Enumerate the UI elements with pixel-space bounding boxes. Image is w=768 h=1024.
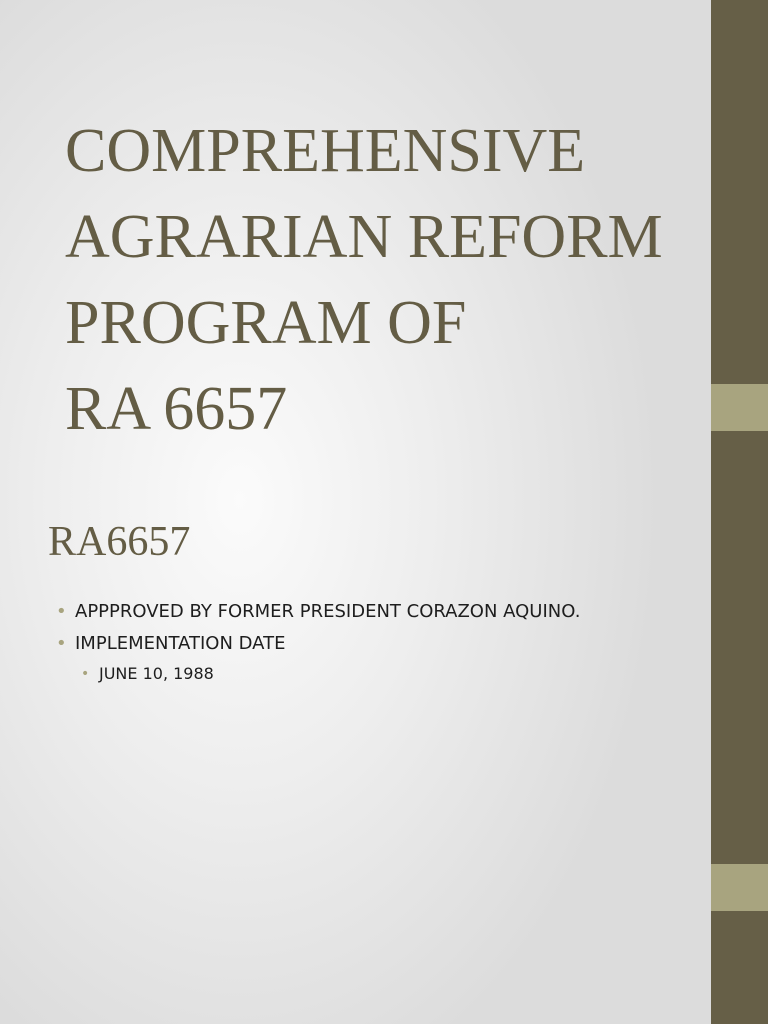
sidebar-accent-band-top	[711, 384, 768, 431]
bullet-icon: •	[56, 633, 67, 654]
sub-bullet-list	[75, 660, 580, 688]
sidebar-accent-band-bottom	[711, 864, 768, 911]
title-line-3: PROGRAM OF	[65, 289, 467, 357]
section-heading: RA6657	[48, 519, 191, 565]
bullet-item-implementation-date	[56, 628, 580, 688]
bullet-icon: •	[56, 601, 67, 622]
right-sidebar-decoration	[711, 0, 768, 1024]
sub-bullet-icon: •	[81, 666, 90, 682]
slide-title	[65, 108, 705, 452]
sub-bullet-item-date	[75, 660, 580, 688]
title-line-1: COMPREHENSIVE	[65, 117, 586, 185]
sub-bullet-text: JUNE 10, 1988	[99, 664, 214, 683]
title-line-4: RA 6657	[65, 375, 288, 443]
bullet-list	[56, 596, 580, 688]
bullet-item-approved	[56, 596, 580, 628]
bullet-text: IMPLEMENTATION DATE	[75, 633, 286, 654]
bullet-text: APPPROVED BY FORMER PRESIDENT CORAZON AQUINO.	[75, 601, 581, 622]
title-line-2: AGRARIAN REFORM	[65, 203, 663, 271]
